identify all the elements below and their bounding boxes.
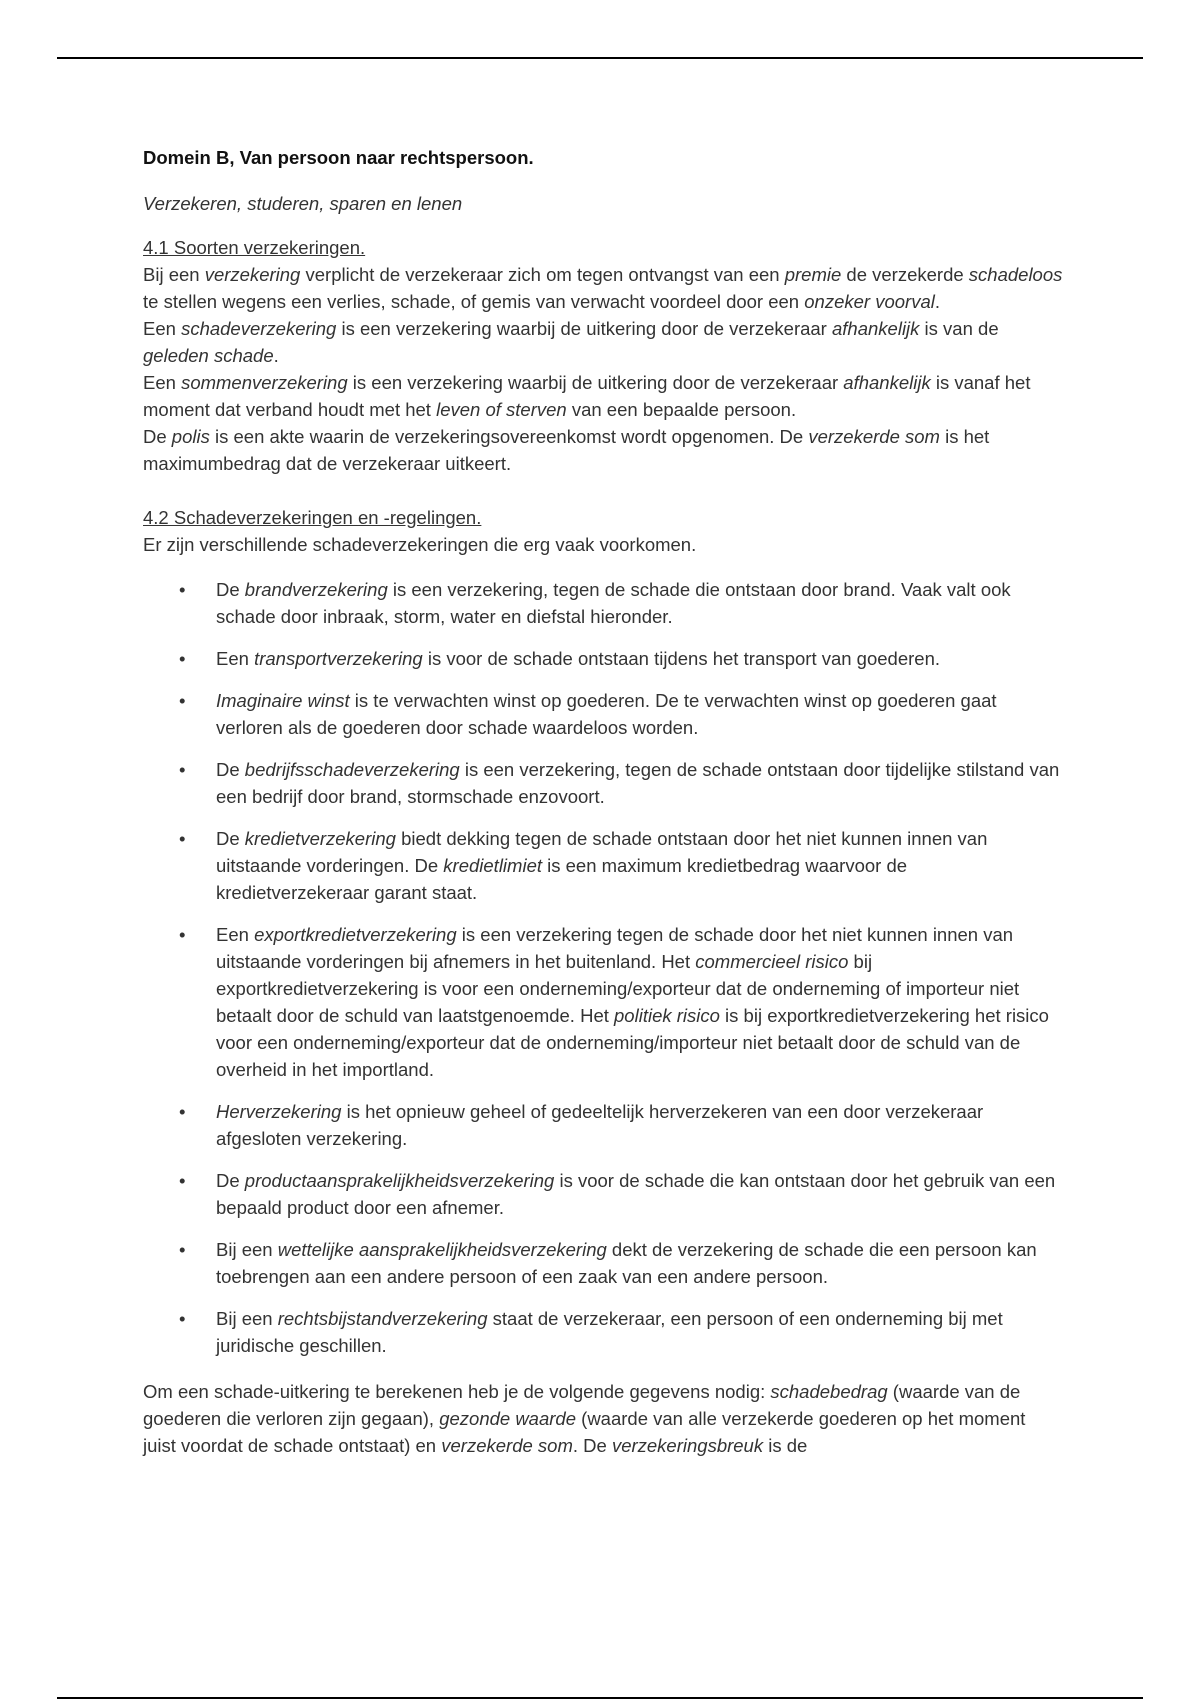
section-heading: 4.2 Schadeverzekeringen en -regelingen. — [143, 507, 482, 528]
list-item — [143, 1167, 1063, 1221]
italic-term: gezonde waarde — [439, 1408, 577, 1429]
list-item-text: Imaginaire winst is te verwachten winst op goederen. De te verwachten winst op goederen gaat verloren als de goederen door schade waardeloos worden. — [216, 690, 997, 738]
paragraph-schade-uitkering: Om een schade-uitkering te berekenen heb je de volgende gegevens nodig: schadebedrag (waarde van de goederen die verloren zijn gegaan), gezonde waarde (waarde van alle verzekerde goederen op het moment juist voordat de schade ontstaat) en verzekerde som. De verzekeringsbreuk is de — [143, 1381, 1026, 1456]
paragraph-schadeverzekering: Een schadeverzekering is een verzekering waarbij de uitkering door de verzekeraar afhankelijk is van de geleden schade. — [143, 318, 999, 366]
italic-term: brandverzekering — [244, 579, 388, 600]
italic-term: productaansprakelijkheidsverzekering — [244, 1170, 555, 1191]
list-item — [143, 756, 1063, 810]
list-item — [143, 825, 1063, 906]
italic-term: schadebedrag — [770, 1381, 888, 1402]
bullet-icon: • — [179, 1101, 186, 1122]
italic-term: verzekerde som — [808, 426, 940, 447]
bullet-icon: • — [179, 924, 186, 945]
bullet-icon: • — [179, 1170, 186, 1191]
list-item — [143, 1305, 1063, 1359]
list-item — [143, 645, 1063, 672]
italic-term: schadeverzekering — [181, 318, 337, 339]
italic-term: leven of sterven — [436, 399, 567, 420]
page-top-rule — [57, 57, 1143, 59]
page-bottom-rule — [57, 1697, 1143, 1699]
list-item-text: Bij een rechtsbijstandverzekering staat de verzekeraar, een persoon of een onderneming bij met juridische geschillen. — [216, 1308, 1003, 1356]
bullet-icon: • — [179, 828, 186, 849]
italic-term: kredietlimiet — [443, 855, 542, 876]
italic-term: Herverzekering — [216, 1101, 342, 1122]
italic-term: rechtsbijstandverzekering — [277, 1308, 488, 1329]
section-intro: Er zijn verschillende schadeverzekeringen die erg vaak voorkomen. — [143, 534, 697, 555]
list-item-text: Een exportkredietverzekering is een verzekering tegen de schade door het niet kunnen innen van uitstaande vorderingen bij afnemers in het buitenland. Het commercieel risico bij exportkredietverzekering is voor een onderneming/exporteur dat de onderneming of importeur niet betaalt door de schuld van laatstgenoemde. Het politiek risico is bij exportkredietverzekering het risico voor een onderneming/exporteur dat de onderneming/importeur niet betaalt door de schuld van de overheid in het importland. — [216, 924, 1049, 1080]
list-item — [143, 921, 1063, 1083]
italic-term: politiek risico — [614, 1005, 720, 1026]
italic-term: kredietverzekering — [244, 828, 396, 849]
list-item-text: De productaansprakelijkheidsverzekering is voor de schade die kan ontstaan door het gebruik van een bepaald product door een afnemer. — [216, 1170, 1056, 1218]
document-body — [143, 144, 1063, 1459]
bullet-icon: • — [179, 1308, 186, 1329]
italic-term: geleden schade — [143, 345, 274, 366]
paragraph-verzekering: Bij een verzekering verplicht de verzekeraar zich om tegen ontvangst van een premie de verzekerde schadeloos te stellen wegens een verlies, schade, of gemis van verwacht voordeel door een onzeker voorval. — [143, 264, 1063, 312]
bullet-icon: • — [179, 690, 186, 711]
list-item-text: Herverzekering is het opnieuw geheel of gedeeltelijk herverzekeren van een door verzekeraar afgesloten verzekering. — [216, 1101, 984, 1149]
italic-term: bedrijfsschadeverzekering — [244, 759, 460, 780]
list-item — [143, 1236, 1063, 1290]
paragraph-polis: De polis is een akte waarin de verzekeringsovereenkomst wordt opgenomen. De verzekerde som is het maximumbedrag dat de verzekeraar uitkeert. — [143, 426, 990, 474]
list-item-text: De bedrijfsschadeverzekering is een verzekering, tegen de schade ontstaan door tijdelijke stilstand van een bedrijf door brand, stormschade enzovoort. — [216, 759, 1060, 807]
italic-term: afhankelijk — [843, 372, 931, 393]
section-schadeverzekeringen — [143, 504, 1063, 1459]
bullet-icon: • — [179, 579, 186, 600]
list-item-text: De kredietverzekering biedt dekking tegen de schade ontstaan door het niet kunnen innen van uitstaande vorderingen. De kredietlimiet is een maximum kredietbedrag waarvoor de kredietverzekeraar garant staat. — [216, 828, 988, 903]
italic-term: verzekerde som — [441, 1435, 573, 1456]
italic-term: premie — [784, 264, 842, 285]
bullet-icon: • — [179, 648, 186, 669]
paragraph-sommenverzekering: Een sommenverzekering is een verzekering waarbij de uitkering door de verzekeraar afhankelijk is vanaf het moment dat verband houdt met het leven of sterven van een bepaalde persoon. — [143, 372, 1031, 420]
list-item — [143, 1098, 1063, 1152]
italic-term: commercieel risico — [695, 951, 849, 972]
bullet-icon: • — [179, 1239, 186, 1260]
italic-term: schadeloos — [968, 264, 1063, 285]
italic-term: verzekeringsbreuk — [611, 1435, 764, 1456]
italic-term: verzekering — [204, 264, 301, 285]
bullet-list — [143, 576, 1063, 1359]
italic-term: Imaginaire winst — [216, 690, 350, 711]
list-item-text: Bij een wettelijke aansprakelijkheidsverzekering dekt de verzekering de schade die een persoon kan toebrengen aan een andere persoon of een zaak van een andere persoon. — [216, 1239, 1037, 1287]
document-title: Domein B, Van persoon naar rechtspersoon. — [143, 147, 534, 168]
section-soorten-verzekeringen — [143, 234, 1063, 477]
document-subtitle: Verzekeren, studeren, sparen en lenen — [143, 193, 463, 214]
italic-term: wettelijke aansprakelijkheidsverzekering — [277, 1239, 607, 1260]
italic-term: afhankelijk — [832, 318, 920, 339]
italic-term: sommenverzekering — [181, 372, 348, 393]
bullet-icon: • — [179, 759, 186, 780]
list-item — [143, 576, 1063, 630]
italic-term: transportverzekering — [254, 648, 423, 669]
list-item-text: Een transportverzekering is voor de schade ontstaan tijdens het transport van goederen. — [216, 648, 941, 669]
section-heading: 4.1 Soorten verzekeringen. — [143, 237, 366, 258]
italic-term: polis — [171, 426, 210, 447]
list-item-text: De brandverzekering is een verzekering, tegen de schade die ontstaan door brand. Vaak valt ook schade door inbraak, storm, water en diefstal hieronder. — [216, 579, 1011, 627]
italic-term: onzeker voorval — [804, 291, 935, 312]
italic-term: exportkredietverzekering — [254, 924, 457, 945]
list-item — [143, 687, 1063, 741]
